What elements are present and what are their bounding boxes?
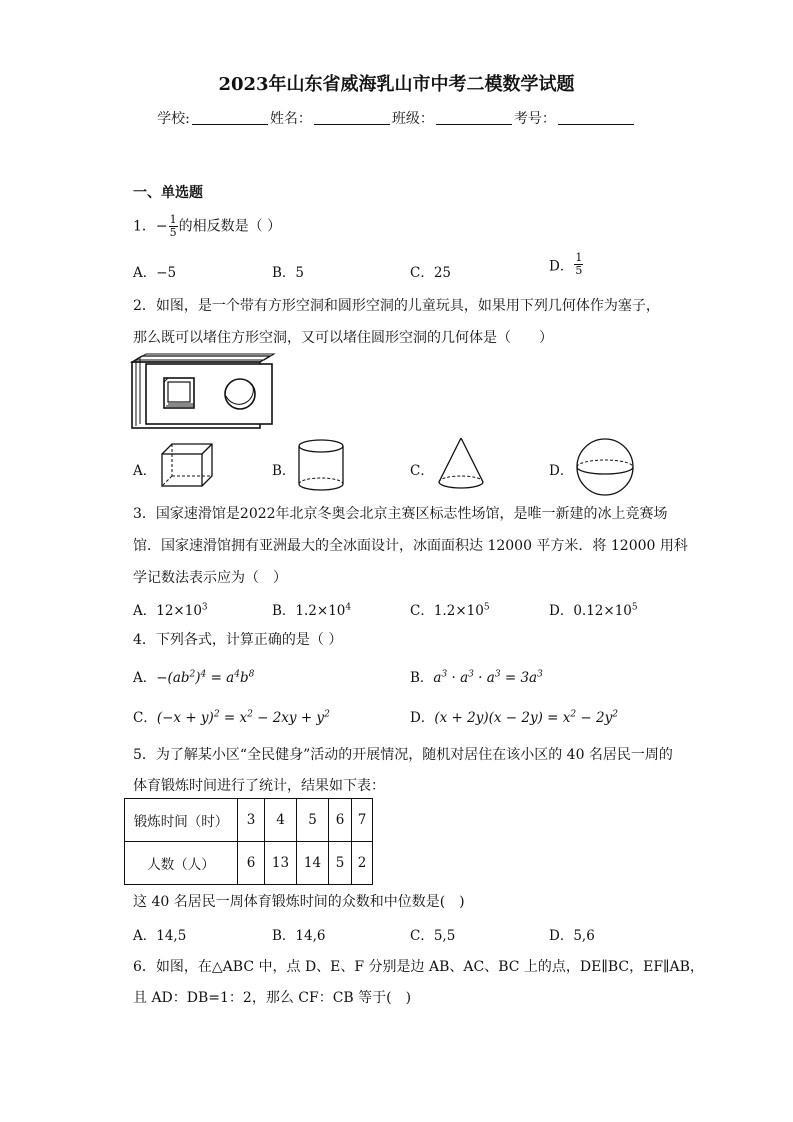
exponent: 3: [201, 602, 208, 613]
exponent: 2: [324, 709, 330, 720]
page-title: 2023年山东省威海乳山市中考二模数学试题: [218, 74, 575, 95]
option-label: B．: [272, 928, 296, 944]
q2-option-b[interactable]: [272, 459, 295, 479]
fraction: [169, 214, 178, 239]
exponent: 5: [631, 602, 638, 613]
expr-part: (x + 2y)(x − 2y) = x: [434, 710, 571, 726]
q1-option-c[interactable]: [410, 261, 451, 281]
expr-part: = x: [219, 710, 248, 726]
option-label: A．: [133, 463, 157, 479]
fraction-numerator: 1: [169, 213, 177, 226]
exponent: 3: [468, 669, 474, 680]
exponent: 5: [483, 602, 490, 613]
table-cell: 7: [352, 799, 373, 842]
cylinder-icon[interactable]: [296, 438, 346, 494]
name-label: 姓名：: [269, 111, 312, 127]
q1-option-d[interactable]: [549, 252, 584, 277]
question-3-line-1: 3．国家速滑馆是2022年北京冬奥会北京主赛区标志性场馆，是唯一新建的冰上竞赛场: [133, 506, 668, 522]
fraction-denominator: 5: [169, 226, 177, 239]
table-row: [125, 799, 373, 842]
expr-part: = 3a: [500, 670, 538, 686]
exponent: 4: [345, 602, 352, 613]
option-label: A．: [133, 603, 157, 619]
question-5-prompt: 这 40 名居民一周体育锻炼时间的众数和中位数是( ): [133, 894, 465, 910]
question-6-line-1: 6．如图，在△ABC 中，点 D、E、F 分别是边 AB、AC、BC 上的点，DE∥BC，EF∥AB，: [133, 959, 704, 975]
option-label: C．: [410, 603, 434, 619]
option-label: A．: [133, 670, 157, 686]
option-label: D．: [549, 603, 574, 619]
expr-part: b: [239, 670, 249, 686]
q5-option-c[interactable]: [410, 924, 455, 944]
expr-part: a: [433, 670, 442, 686]
question-2-line-1: 2．如图，是一个带有方形空洞和圆形空洞的儿童玩具，如果用下列几何体作为塞子，: [133, 298, 660, 314]
option-label: D．: [410, 710, 435, 726]
table-cell: 13: [265, 842, 297, 885]
q2-option-c[interactable]: [410, 459, 434, 479]
cone-icon[interactable]: [436, 436, 486, 492]
expr-part: (−x + y): [156, 710, 214, 726]
option-label: C．: [410, 265, 434, 281]
expr-part: − 2y: [576, 710, 613, 726]
option-label: A．: [133, 265, 157, 281]
question-4-stem: 4．下列各式，计算正确的是（ ）: [133, 632, 343, 648]
question-text: 的相反数是（ ）: [178, 218, 282, 235]
exponent: 2: [213, 709, 220, 720]
expr-part: ): [195, 670, 201, 686]
expr-part: = a: [206, 670, 235, 686]
question-6-line-2: 且 AD：DB=1：2，那么 CF：CB 等于( ): [133, 990, 412, 1006]
option-text: 0.12×10: [573, 603, 632, 619]
option-label: C．: [410, 928, 434, 944]
question-3-line-3: 学记数法表示应为（ ）: [133, 570, 287, 586]
table-cell: 6: [238, 842, 265, 885]
table-cell: 3: [238, 799, 265, 842]
option-label: D．: [549, 258, 574, 275]
q2-option-a[interactable]: [133, 459, 156, 479]
fraction: [574, 252, 583, 277]
class-blank[interactable]: [436, 110, 512, 125]
option-label: A．: [133, 928, 157, 944]
exponent: 8: [248, 669, 255, 680]
table-header-cell: 锻炼时间（时）: [125, 799, 238, 842]
cube-icon[interactable]: [160, 442, 214, 488]
expr-part: · a: [447, 670, 469, 686]
option-text: −5: [156, 265, 177, 281]
option-label: B．: [272, 265, 296, 281]
q5-option-d[interactable]: [549, 924, 595, 944]
expr-part: −(ab: [156, 670, 190, 686]
q3-option-c[interactable]: [410, 599, 490, 619]
exponent: 3: [441, 669, 448, 680]
table-cell: 2: [352, 842, 373, 885]
question-number: 1．: [133, 218, 156, 235]
exponent: 4: [234, 669, 240, 680]
question-5-line-1: 5．为了解某小区“全民健身”活动的开展情况，随机对居住在该小区的 40 名居民一周的: [133, 747, 673, 763]
option-text: 1.2×10: [295, 603, 346, 619]
fraction-denominator: 5: [575, 264, 583, 277]
exponent: 3: [537, 669, 543, 680]
question-1-stem: [133, 214, 281, 239]
option-text: 25: [433, 265, 452, 281]
option-label: D．: [549, 928, 574, 944]
exponent: 3: [494, 669, 501, 680]
question-5-line-2: 体育锻炼时间进行了统计，结果如下表：: [133, 778, 385, 794]
table-cell: 4: [265, 799, 297, 842]
exercise-time-table: [124, 798, 373, 885]
option-text: 14,6: [295, 928, 326, 944]
student-info-line: [0, 108, 793, 128]
exponent: 2: [247, 709, 253, 720]
exponent: 2: [612, 709, 618, 720]
table-header-cell: 人数（人）: [125, 842, 238, 885]
section-heading: 一、单选题: [133, 185, 203, 201]
option-label: C．: [410, 463, 434, 479]
option-label: B．: [272, 603, 296, 619]
q4-option-a[interactable]: [133, 666, 254, 686]
option-text: 12×10: [156, 603, 202, 619]
q5-option-b[interactable]: [272, 924, 325, 944]
table-cell: 5: [329, 842, 352, 885]
q3-option-d[interactable]: [549, 599, 638, 619]
q1-option-b[interactable]: [272, 261, 304, 281]
option-label: C．: [133, 710, 157, 726]
table-cell: 6: [329, 799, 352, 842]
number-label: 考号：: [513, 111, 556, 127]
sphere-icon[interactable]: [574, 438, 636, 496]
exponent: 4: [200, 669, 207, 680]
number-blank[interactable]: [558, 110, 634, 125]
option-text: 14,5: [156, 928, 187, 944]
option-text: 1.2×10: [433, 603, 484, 619]
q2-option-d[interactable]: [549, 459, 573, 479]
option-text: 5,6: [573, 928, 595, 944]
name-blank[interactable]: [314, 110, 390, 125]
class-label: 班级：: [391, 111, 434, 127]
q4-option-d[interactable]: [410, 706, 618, 726]
option-text: 5: [295, 265, 305, 281]
question-2-line-2: 那么既可以堵住方形空洞，又可以堵住圆形空洞的几何体是（ ）: [133, 330, 553, 346]
q4-option-c[interactable]: [133, 706, 330, 726]
q3-option-b[interactable]: [272, 599, 351, 619]
school-label: 学校:: [157, 111, 190, 127]
school-blank[interactable]: [192, 110, 268, 125]
q5-option-a[interactable]: [133, 924, 186, 944]
q4-option-b[interactable]: [410, 666, 543, 686]
table-cell: 5: [297, 799, 329, 842]
exponent: 2: [189, 669, 196, 680]
q1-option-a[interactable]: [133, 261, 176, 281]
q3-option-a[interactable]: [133, 599, 208, 619]
option-label: B．: [410, 670, 434, 686]
expr-part: − 2xy + y: [252, 710, 325, 726]
question-3-line-2: 馆．国家速滑馆拥有亚洲最大的全冰面设计，冰面面积达 12000 平方米．将 12000 用科: [133, 538, 688, 554]
minus-sign: −: [155, 218, 168, 235]
option-text: 5,5: [433, 928, 456, 944]
option-label: D．: [549, 463, 574, 479]
expr-part: · a: [473, 670, 495, 686]
table-cell: 14: [297, 842, 329, 885]
exponent: 2: [570, 709, 577, 720]
table-row: [125, 842, 373, 885]
fraction-numerator: 1: [575, 251, 583, 264]
toy-block-figure: [130, 354, 280, 432]
option-label: B．: [272, 463, 296, 479]
